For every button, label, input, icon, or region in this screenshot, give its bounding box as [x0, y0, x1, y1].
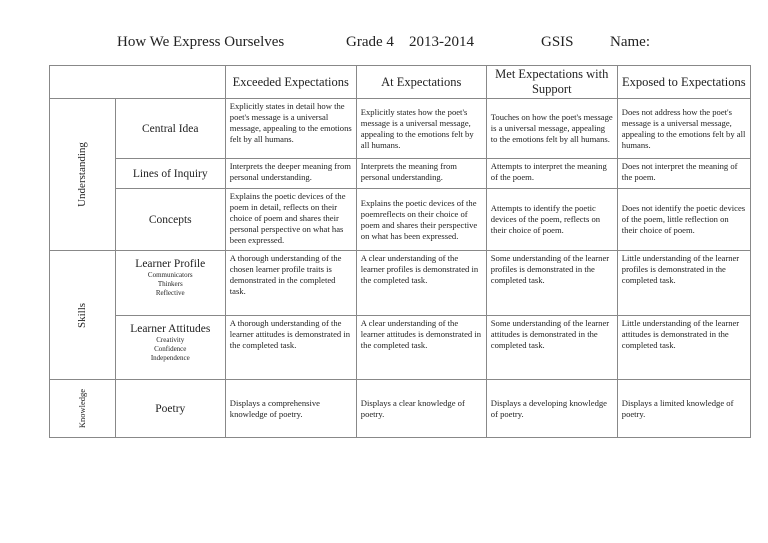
table-row	[50, 380, 751, 438]
column-header: Met Expectations with Support	[486, 66, 617, 99]
category-understanding: Understanding	[50, 99, 116, 251]
grade: Grade 4	[346, 34, 394, 50]
table-row	[50, 189, 751, 251]
criterion: Poetry	[115, 380, 225, 438]
trait: Thinkers	[157, 280, 183, 288]
document-header	[0, 34, 768, 54]
descriptor: Interprets the deeper meaning from personal understanding.	[225, 159, 356, 189]
attitude: Confidence	[154, 345, 187, 353]
attitude: Creativity	[156, 336, 185, 344]
descriptor: Explicitly states how the poet's message is a universal message, appealing to the emotions felt by all humans.	[356, 99, 486, 159]
header-row	[50, 66, 751, 99]
descriptor: Attempts to identify the poetic devices of the poem, reflects on their choice of poem.	[486, 189, 617, 251]
criterion: Central Idea	[115, 99, 225, 159]
descriptor: Some understanding of the learner attitudes is demonstrated in the completed task.	[486, 316, 617, 380]
table-row	[50, 159, 751, 189]
table-row	[50, 251, 751, 316]
descriptor: Does not address how the poet's message is a universal message, appealing to the emotions felt by all humans.	[617, 99, 750, 159]
descriptor: Interprets the meaning from personal understanding.	[356, 159, 486, 189]
descriptor: Does not interpret the meaning of the poem.	[617, 159, 750, 189]
descriptor: A clear understanding of the learner profiles is demonstrated in the completed task.	[356, 251, 486, 316]
descriptor: Does not identify the poetic devices of the poem, little reflection on their choice of poem.	[617, 189, 750, 251]
column-header: At Expectations	[356, 66, 486, 99]
descriptor: Explains the poetic devices of the poemreflects on their choice of poem and shares their perspective on what has been expressed.	[356, 189, 486, 251]
descriptor: Little understanding of the learner profiles is demonstrated in the completed task.	[617, 251, 750, 316]
criterion	[115, 251, 225, 316]
criterion: Lines of Inquiry	[115, 159, 225, 189]
descriptor: Explains the poetic devices of the poem in detail, reflects on their choice of poem and shares their personal perspective on what has been expressed.	[225, 189, 356, 251]
trait: Reflective	[155, 289, 185, 297]
descriptor: Little understanding of the learner attitudes is demonstrated in the completed task.	[617, 316, 750, 380]
category-skills: Skills	[50, 251, 116, 380]
attitude: Independence	[150, 354, 190, 362]
descriptor: Some understanding of the learner profiles is demonstrated in the completed task.	[486, 251, 617, 316]
descriptor: Displays a comprehensive knowledge of poetry.	[225, 380, 356, 438]
criterion-title: Learner Attitudes	[130, 323, 211, 335]
school: GSIS	[541, 34, 574, 50]
table-row	[50, 99, 751, 159]
criterion-title: Learner Profile	[135, 258, 206, 270]
category-knowledge: Knowledge	[50, 380, 116, 438]
descriptor: Displays a developing knowledge of poetry.	[486, 380, 617, 438]
unit-title: How We Express Ourselves	[117, 34, 285, 50]
descriptor: Displays a clear knowledge of poetry.	[356, 380, 486, 438]
descriptor: Displays a limited knowledge of poetry.	[617, 380, 750, 438]
descriptor: A thorough understanding of the chosen learner profile traits is demonstrated in the completed task.	[225, 251, 356, 316]
school-year: 2013-2014	[409, 34, 474, 50]
column-header: Exceeded Expectations	[225, 66, 356, 99]
descriptor: A thorough understanding of the learner attitudes is demonstrated in the completed task.	[225, 316, 356, 380]
descriptor: Explicitly states in detail how the poet's message is a universal message, appealing to the emotions felt by all humans.	[225, 99, 356, 159]
descriptor: Attempts to interpret the meaning of the poem.	[486, 159, 617, 189]
rubric-table	[49, 65, 751, 438]
corner-cell	[50, 66, 226, 99]
criterion	[115, 316, 225, 380]
name-label: Name:	[610, 34, 650, 50]
trait: Communicators	[147, 271, 193, 279]
descriptor: Touches on how the poet's message is a universal message, appealing to the emotions felt by all humans.	[486, 99, 617, 159]
table-row	[50, 316, 751, 380]
column-header: Exposed to Expectations	[617, 66, 750, 99]
descriptor: A clear understanding of the learner attitudes is demonstrated in the completed task.	[356, 316, 486, 380]
criterion: Concepts	[115, 189, 225, 251]
